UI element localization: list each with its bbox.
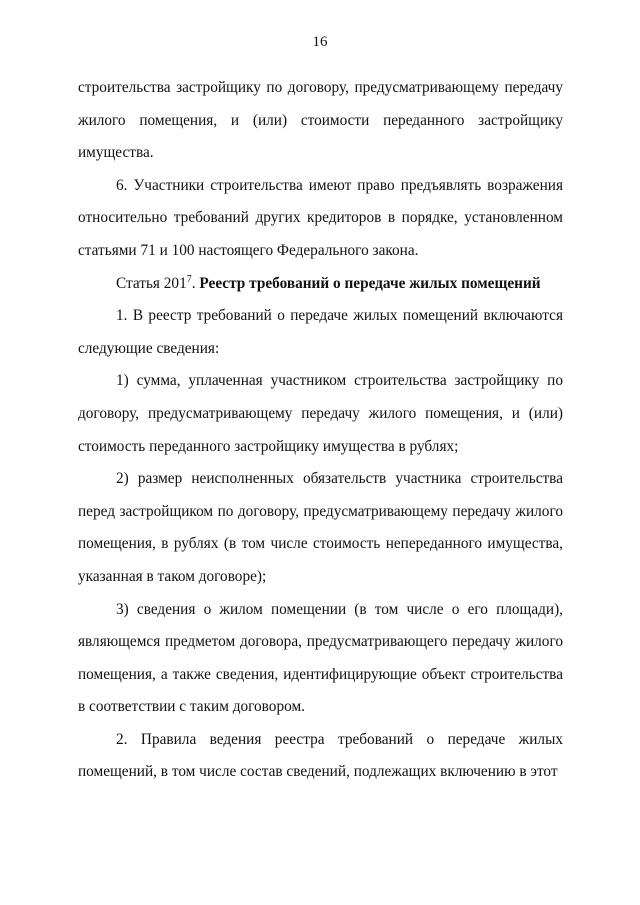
article-subitem-3: 3) сведения о жилом помещении (в том числе о его площади), являющемся предметом договора, предусматривающего передачу жилого помещения, а также сведения, идентифицирующие объект строительства в соответствии с таким договором.	[78, 600, 563, 716]
article-paragraph-2: 2. Правила ведения реестра требований о передаче жилых помещений, в том числе состав сведений, подлежащих включению в этот	[78, 730, 563, 781]
paragraph-continuation: строительства застройщику по договору, предусматривающему передачу жилого помещения, и (или) стоимости переданного застройщику имущества.	[78, 79, 563, 162]
article-paragraph-1: 1. В реестр требований о передаче жилых помещений включаются следующие сведения:	[78, 307, 563, 357]
article-subitem-2: 2) размер неисполненных обязательств участника строительства перед застройщиком по договору, предусматривающему передачу жилого помещения, в рублях (в том числе стоимость непереданного имущества, указанная в таком договоре);	[78, 470, 563, 585]
article-heading	[78, 268, 563, 301]
article-number: Статья 201	[116, 274, 187, 292]
paragraph-item-6: 6. Участники строительства имеют право предъявлять возражения относительно требований других кредиторов в порядке, установленном статьями 71 и 100 настоящего Федерального закона.	[78, 176, 563, 259]
page-number: 16	[312, 34, 328, 50]
article-subitem-1: 1) сумма, уплаченная участником строительства застройщику по договору, предусматривающему передачу жилого помещения, и (или) стоимость переданного застройщику имущества в рублях;	[78, 372, 563, 455]
article-number-superscript: 7	[186, 273, 192, 285]
article-heading-dot: .	[191, 274, 196, 292]
document-body	[78, 72, 563, 789]
article-title: Реестр требований о передаче жилых помещений	[199, 274, 541, 292]
